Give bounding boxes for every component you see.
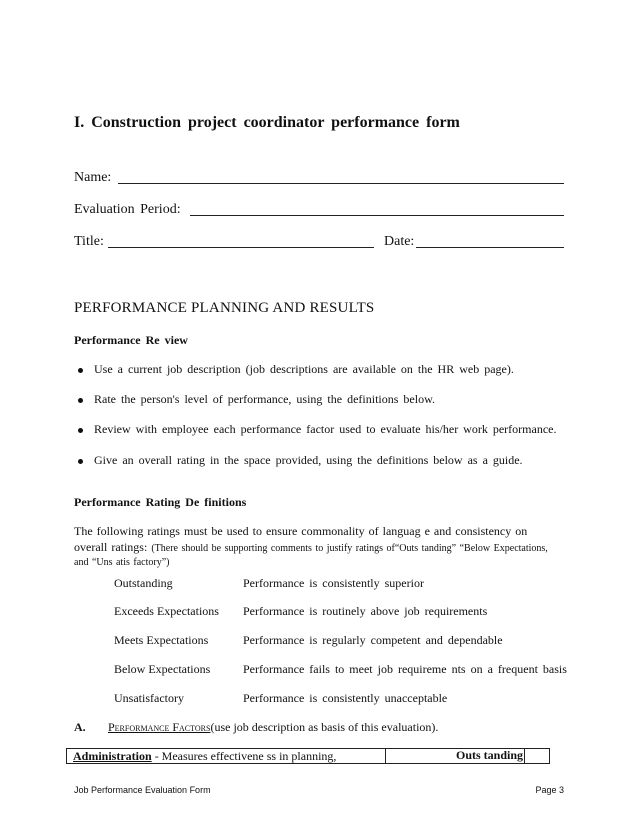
rating-intro-line-3: and “Uns atis factory”)	[74, 557, 170, 568]
admin-row-cell	[66, 748, 386, 764]
definition-description: Performance fails to meet job requireme nts on a frequent basis	[243, 662, 567, 676]
definition-description: Performance is consistently superior	[243, 576, 424, 590]
definition-description: Performance is routinely above job requirements	[243, 604, 488, 618]
section-heading: PERFORMANCE PLANNING AND RESULTS	[74, 300, 375, 316]
rating-intro-note: (There should be supporting comments to justify ratings of“Outs tanding” “Below Expectations,	[151, 543, 548, 554]
review-bullet-1: Use a current job description (job descriptions are available on the HR web page).	[94, 362, 514, 376]
rating-definitions-heading: Performance Rating De finitions	[74, 495, 247, 509]
title-label: Title:	[74, 234, 104, 249]
performance-review-heading: Performance Re view	[74, 333, 188, 347]
definition-term: Exceeds Expectations	[114, 604, 219, 618]
admin-description: - Measures effectivene ss in planning,	[151, 749, 337, 763]
definition-description: Performance is consistently unacceptable	[243, 691, 448, 705]
form-title: I. Construction project coordinator performance form	[74, 114, 460, 131]
evaluation-period-label: Evaluation Period:	[74, 202, 181, 217]
performance-factors-heading	[74, 720, 438, 735]
definition-term: Unsatisfactory	[114, 691, 184, 705]
bullet-icon	[78, 428, 83, 433]
review-bullet-3: Review with employee each performance factor used to evaluate his/her work performance.	[94, 422, 557, 436]
admin-rating-checkbox[interactable]	[524, 748, 550, 764]
footer-page-number: Page 3	[535, 785, 564, 795]
review-bullet-2: Rate the person's level of performance, using the definitions below.	[94, 392, 435, 406]
rating-intro-overall: overall ratings:	[74, 540, 148, 554]
name-label: Name:	[74, 170, 112, 185]
definition-term: Meets Expectations	[114, 633, 209, 647]
name-field-line[interactable]	[118, 183, 564, 184]
factors-note: (use job description as basis of this evaluation).	[210, 720, 439, 734]
factors-label: Performance Factors	[108, 720, 211, 734]
bullet-icon	[78, 459, 83, 464]
rating-intro-line-1: The following ratings must be used to ensure commonality of languag e and consistency on	[74, 524, 528, 538]
title-field-line[interactable]	[108, 247, 374, 248]
date-label: Date:	[384, 234, 415, 249]
definition-term: Outstanding	[114, 576, 173, 590]
admin-category: Administration	[73, 749, 152, 763]
date-field-line[interactable]	[416, 247, 564, 248]
review-bullet-4: Give an overall rating in the space provided, using the definitions below as a guide.	[94, 453, 523, 467]
bullet-icon	[78, 398, 83, 403]
definition-term: Below Expectations	[114, 662, 211, 676]
definition-description: Performance is regularly competent and dependable	[243, 633, 503, 647]
bullet-icon	[78, 368, 83, 373]
footer-left: Job Performance Evaluation Form	[74, 785, 211, 795]
evaluation-period-field-line[interactable]	[190, 215, 564, 216]
factors-letter: A.	[74, 720, 86, 734]
admin-rating-label: Outs tanding	[456, 748, 524, 762]
